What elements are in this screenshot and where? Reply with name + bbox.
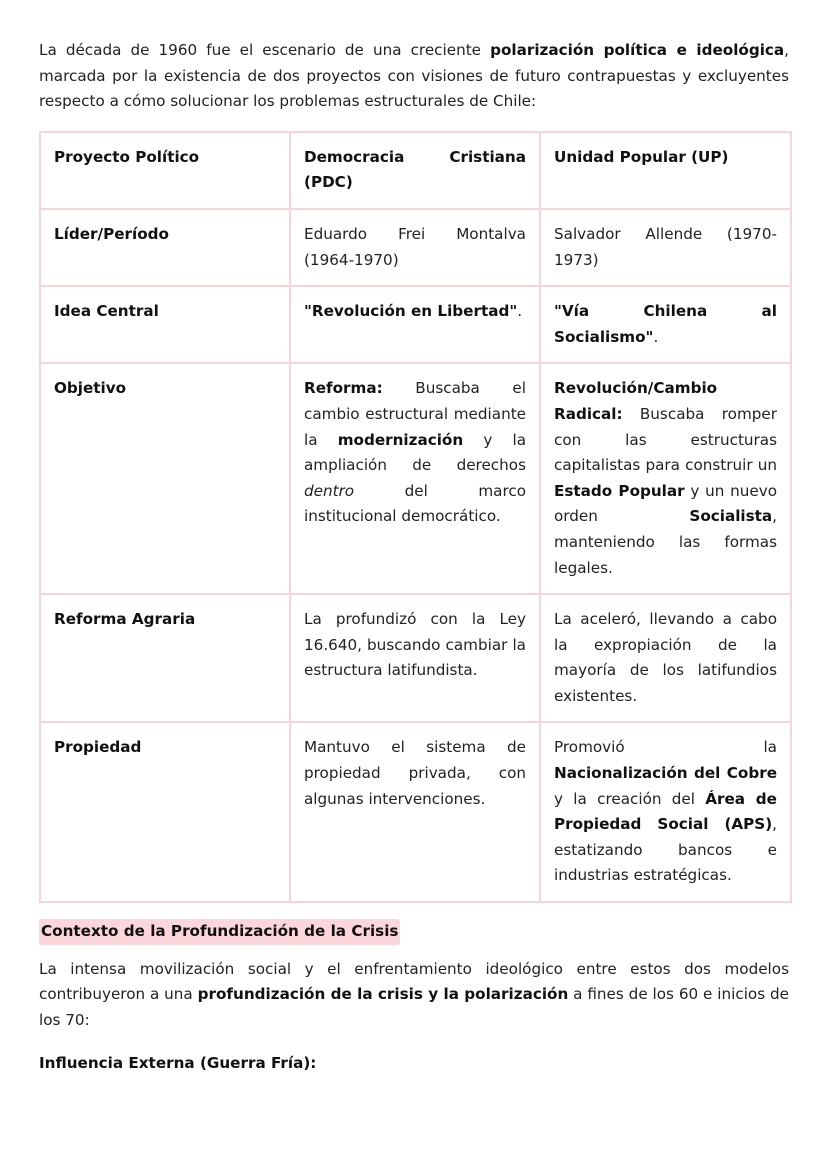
text-run: , marcada por la existencia de dos proyectos con visiones de futuro contrapuestas y excluyentes respecto a cómo solucionar los problemas estructurales de Chile: <box>39 41 789 111</box>
text-run: , manteniendo las formas legales. <box>554 507 777 577</box>
comparison-table <box>39 131 792 903</box>
bold-text: Democracia Cristiana (PDC) <box>304 147 526 192</box>
bold-text: "Revolución en Libertad" <box>304 302 518 321</box>
row-label: Objetivo <box>40 363 290 594</box>
intro-paragraph <box>39 38 789 115</box>
text-run: Eduardo Frei Montalva (1964-1970) <box>304 224 526 269</box>
cell-pdc <box>290 286 540 363</box>
table-row <box>40 286 791 363</box>
cell-pdc <box>290 722 540 902</box>
cell-pdc <box>290 363 540 594</box>
crisis-paragraph <box>39 957 789 1034</box>
row-label: Idea Central <box>40 286 290 363</box>
table-row <box>40 209 791 286</box>
text-run: , estatizando bancos e industrias estratégicas. <box>554 815 777 885</box>
bold-text: Revolución/Cambio Radical: <box>554 379 718 423</box>
bold-text: Reforma: <box>304 379 383 398</box>
table-row <box>40 132 791 209</box>
text-run: Buscaba el cambio estructural mediante la <box>304 379 526 449</box>
bold-text: polarización política e ideológica <box>490 41 785 59</box>
text-run: Buscaba romper con las estructuras capitalistas para construir un <box>554 404 777 475</box>
bold-text: profundización de la crisis y la polarización <box>197 985 569 1004</box>
document-page <box>39 38 789 1077</box>
text-run: La aceleró, llevando a cabo la expropiación de la mayoría de los latifundios existentes. <box>554 610 777 705</box>
italic-text: dentro <box>304 481 355 500</box>
bold-text: Unidad Popular (UP) <box>554 147 729 166</box>
bold-text: modernización <box>337 430 464 449</box>
row-label: Propiedad <box>40 722 290 902</box>
section-heading: Contexto de la Profundización de la Crisis <box>39 919 400 945</box>
text-run: y un nuevo orden <box>554 481 777 526</box>
cell-pdc <box>290 209 540 286</box>
cell-pdc <box>290 594 540 722</box>
table-row <box>40 722 791 902</box>
bold-text: Nacionalización del Cobre <box>554 764 777 783</box>
bold-text: Socialista <box>689 507 773 526</box>
row-label: Proyecto Político <box>40 132 290 209</box>
cell-up <box>540 209 791 286</box>
bold-text: Estado Popular <box>554 481 685 500</box>
cell-up <box>540 594 791 722</box>
row-label: Reforma Agraria <box>40 594 290 722</box>
cell-up <box>540 363 791 594</box>
subheading: Influencia Externa (Guerra Fría): <box>39 1054 317 1073</box>
text-run: Promovió la <box>554 738 777 757</box>
text-run: La profundizó con la Ley 16.640, buscando cambiar la estructura latifundista. <box>304 610 526 680</box>
table-row <box>40 594 791 722</box>
text-run: La década de 1960 fue el escenario de una creciente <box>39 41 491 59</box>
bold-text: "Vía Chilena al Socialismo" <box>554 302 777 346</box>
text-run: . <box>517 302 523 321</box>
row-label: Líder/Período <box>40 209 290 286</box>
text-run: y la creación del <box>554 789 706 808</box>
cell-up <box>540 132 791 209</box>
text-run: a fines de los 60 e inicios de los 70: <box>39 985 789 1029</box>
bold-text: Área de Propiedad Social (APS) <box>554 789 777 834</box>
text-run: . <box>653 327 659 346</box>
text-run: Mantuvo el sistema de propiedad privada, con algunas intervenciones. <box>304 738 526 808</box>
cell-up <box>540 286 791 363</box>
table-row <box>40 363 791 594</box>
text-run: Salvador Allende (1970-1973) <box>554 224 777 269</box>
text-run: del marco institucional democrático. <box>304 481 526 526</box>
text-run: y la ampliación de derechos <box>304 430 526 475</box>
cell-pdc <box>290 132 540 209</box>
text-run: La intensa movilización social y el enfrentamiento ideológico entre estos dos modelos contribuyeron a una <box>39 959 789 1004</box>
cell-up <box>540 722 791 902</box>
